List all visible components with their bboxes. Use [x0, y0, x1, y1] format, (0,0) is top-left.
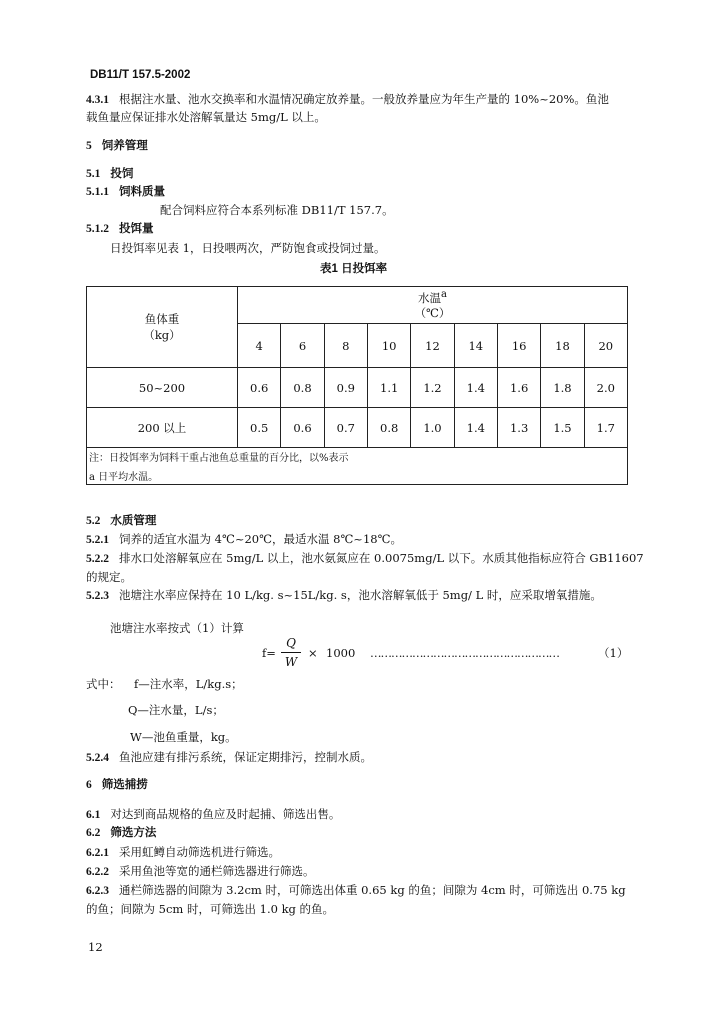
table-cell: 2.0: [584, 368, 627, 408]
table-cell: 0.7: [324, 408, 367, 448]
clause-number: 6.2.2: [86, 866, 109, 878]
clause-number: 6.2.3: [86, 885, 109, 897]
clause-5-2-3: [86, 588, 602, 603]
table-cell: 0.9: [324, 368, 367, 408]
feeding-rate-table: [86, 286, 628, 485]
temp-header: 12: [411, 324, 454, 368]
table-row: [87, 368, 628, 408]
table-caption: 表1 日投饵率: [320, 263, 388, 275]
row-header-cell: [87, 287, 238, 368]
clause-5-2-1: [86, 532, 402, 547]
clause-6-2-3-line2: 的鱼；间隙为 5cm 时，可筛选出 1.0 kg 的鱼。: [86, 902, 335, 916]
section-number: 5.1.2: [86, 223, 109, 235]
footnote-marker: a: [441, 288, 447, 300]
table-cell: 1.5: [541, 408, 584, 448]
table-cell: 1.3: [497, 408, 540, 448]
section-title: 饲养管理: [101, 140, 148, 152]
clause-number: 5.2.3: [86, 590, 109, 602]
section-5-1-heading: [86, 167, 133, 181]
clause-text: 排水口处溶解氧应在 5mg/L 以上，池水氨氮应在 0.0075mg/L 以下。水质其他指标应符合 GB11607: [119, 551, 644, 565]
clause-number: 5.2.4: [86, 752, 109, 764]
formula-times: ×: [308, 646, 318, 660]
table-cell: 0.6: [281, 408, 324, 448]
clause-text: 对达到商品规格的鱼应及时起捕、筛选出售。: [110, 807, 341, 821]
section-5-heading: [86, 139, 148, 153]
clause-text: 采用虹鳟自动筛选机进行筛选。: [119, 845, 280, 859]
column-group-label: 水温: [418, 290, 442, 305]
column-group-header: [238, 287, 628, 324]
section-number: 6.2: [86, 827, 101, 839]
temp-header: 10: [367, 324, 410, 368]
clause-number: 5.2.2: [86, 553, 109, 565]
clause-6-2-1: [86, 845, 280, 860]
clause-number: 6.1: [86, 809, 101, 821]
formula-leader-dots: ………………………………………………: [370, 646, 559, 660]
temp-header: 8: [324, 324, 367, 368]
table-cell: 1.1: [367, 368, 410, 408]
temp-header: 6: [281, 324, 324, 368]
clause-text: 饲养的适宜水温为 4℃~20℃，最适水温 8℃~18℃。: [119, 532, 402, 546]
clause-6-2-2: [86, 864, 315, 879]
page-number: 12: [88, 940, 103, 954]
section-5-1-1-body: 配合饲料应符合本系列标准 DB11/T 157.7。: [160, 203, 394, 217]
section-6-heading: [86, 778, 148, 792]
row-header-label: 鱼体重: [144, 312, 180, 326]
section-number: 5.1.1: [86, 186, 109, 198]
where-w: W—池鱼重量，kg。: [130, 730, 237, 744]
table-cell: 0.8: [367, 408, 410, 448]
section-number: 5.1: [86, 168, 101, 180]
column-group-unit: （℃）: [414, 306, 451, 321]
table-footnote: a 日平均水温。: [89, 472, 159, 483]
section-5-1-2-body: 日投饵率见表 1，日投喂两次，严防饱食或投饲过量。: [110, 241, 386, 255]
clause-6-1: [86, 807, 340, 822]
clause-6-2-3-line1: [86, 883, 626, 898]
clause-number: 5.2.1: [86, 534, 109, 546]
formula-denominator: W: [284, 655, 298, 669]
table-cell: 1.2: [411, 368, 454, 408]
table-cell: 1.4: [454, 408, 497, 448]
clause-text: 鱼池应建有排污系统，保证定期排污，控制水质。: [119, 750, 372, 764]
clause-text: 池塘注水率应保持在 10 L/kg. s~15L/kg. s，池水溶解氧低于 5mg/ L 时，应采取增氧措施。: [119, 588, 602, 602]
temp-header: 16: [497, 324, 540, 368]
weight-label: 200 以上: [87, 408, 238, 448]
clause-5-2-2-line2: 的规定。: [86, 570, 132, 584]
table-cell: 0.5: [238, 408, 281, 448]
where-q: Q—注水量，L/s；: [128, 703, 224, 717]
section-title: 筛选方法: [110, 827, 157, 839]
table-row: [87, 408, 628, 448]
row-header-unit: （kg）: [143, 328, 181, 342]
clause-4-3-1-line1: [86, 92, 609, 107]
temp-header: 4: [238, 324, 281, 368]
section-title: 饲料质量: [119, 186, 165, 198]
clause-5-2-2-line1: [86, 551, 644, 566]
section-number: 5: [86, 140, 92, 152]
equation-number: （1）: [598, 646, 629, 660]
formula-intro: 池塘注水率按式（1）计算: [110, 621, 244, 635]
section-6-2-heading: [86, 826, 156, 840]
where-label: 式中：: [86, 677, 121, 691]
fraction-bar: [281, 652, 301, 653]
section-title: 投饵量: [119, 223, 154, 235]
clause-text: 根据注水量、池水交换率和水温情况确定放养量。一般放养量应为年生产量的 10%~20%。鱼池: [119, 92, 609, 106]
section-title: 筛选捕捞: [101, 779, 148, 791]
temp-header: 20: [584, 324, 627, 368]
section-number: 5.2: [86, 515, 101, 527]
section-5-2-heading: [86, 514, 156, 528]
table-cell: 0.8: [281, 368, 324, 408]
table-cell: 1.6: [497, 368, 540, 408]
formula-numerator: Q: [286, 636, 296, 650]
weight-label: 50~200: [87, 368, 238, 408]
doc-id: DB11/T 157.5-2002: [90, 69, 191, 81]
clause-number: 6.2.1: [86, 847, 109, 859]
clause-number: 4.3.1: [86, 94, 109, 106]
section-number: 6: [86, 779, 92, 791]
table-note: 注：日投饵率为饲料干重占池鱼总重量的百分比，以%表示: [89, 453, 349, 464]
table-cell: 0.6: [238, 368, 281, 408]
section-title: 投饲: [110, 168, 134, 180]
table-notes: [87, 448, 628, 485]
clause-text: 采用鱼池等宽的通栏筛选器进行筛选。: [119, 864, 315, 878]
formula-lhs: f=: [262, 646, 276, 660]
formula-factor: 1000: [326, 646, 356, 660]
table-cell: 1.4: [454, 368, 497, 408]
clause-text: 通栏筛选器的间隙为 3.2cm 时，可筛选出体重 0.65 kg 的鱼；间隙为 4cm 时，可筛选出 0.75 kg: [119, 883, 626, 897]
temp-header: 14: [454, 324, 497, 368]
section-5-1-1-heading: [86, 185, 165, 199]
temp-header: 18: [541, 324, 584, 368]
where-f: f—注水率，L/kg.s；: [134, 677, 243, 691]
table-notes-row: [87, 448, 628, 485]
clause-4-3-1-line2: 载鱼量应保证排水处溶解氧量达 5mg/L 以上。: [86, 110, 326, 124]
table-cell: 1.7: [584, 408, 627, 448]
section-5-1-2-heading: [86, 222, 154, 236]
section-title: 水质管理: [110, 515, 157, 527]
table-cell: 1.8: [541, 368, 584, 408]
table-cell: 1.0: [411, 408, 454, 448]
clause-5-2-4: [86, 750, 372, 765]
